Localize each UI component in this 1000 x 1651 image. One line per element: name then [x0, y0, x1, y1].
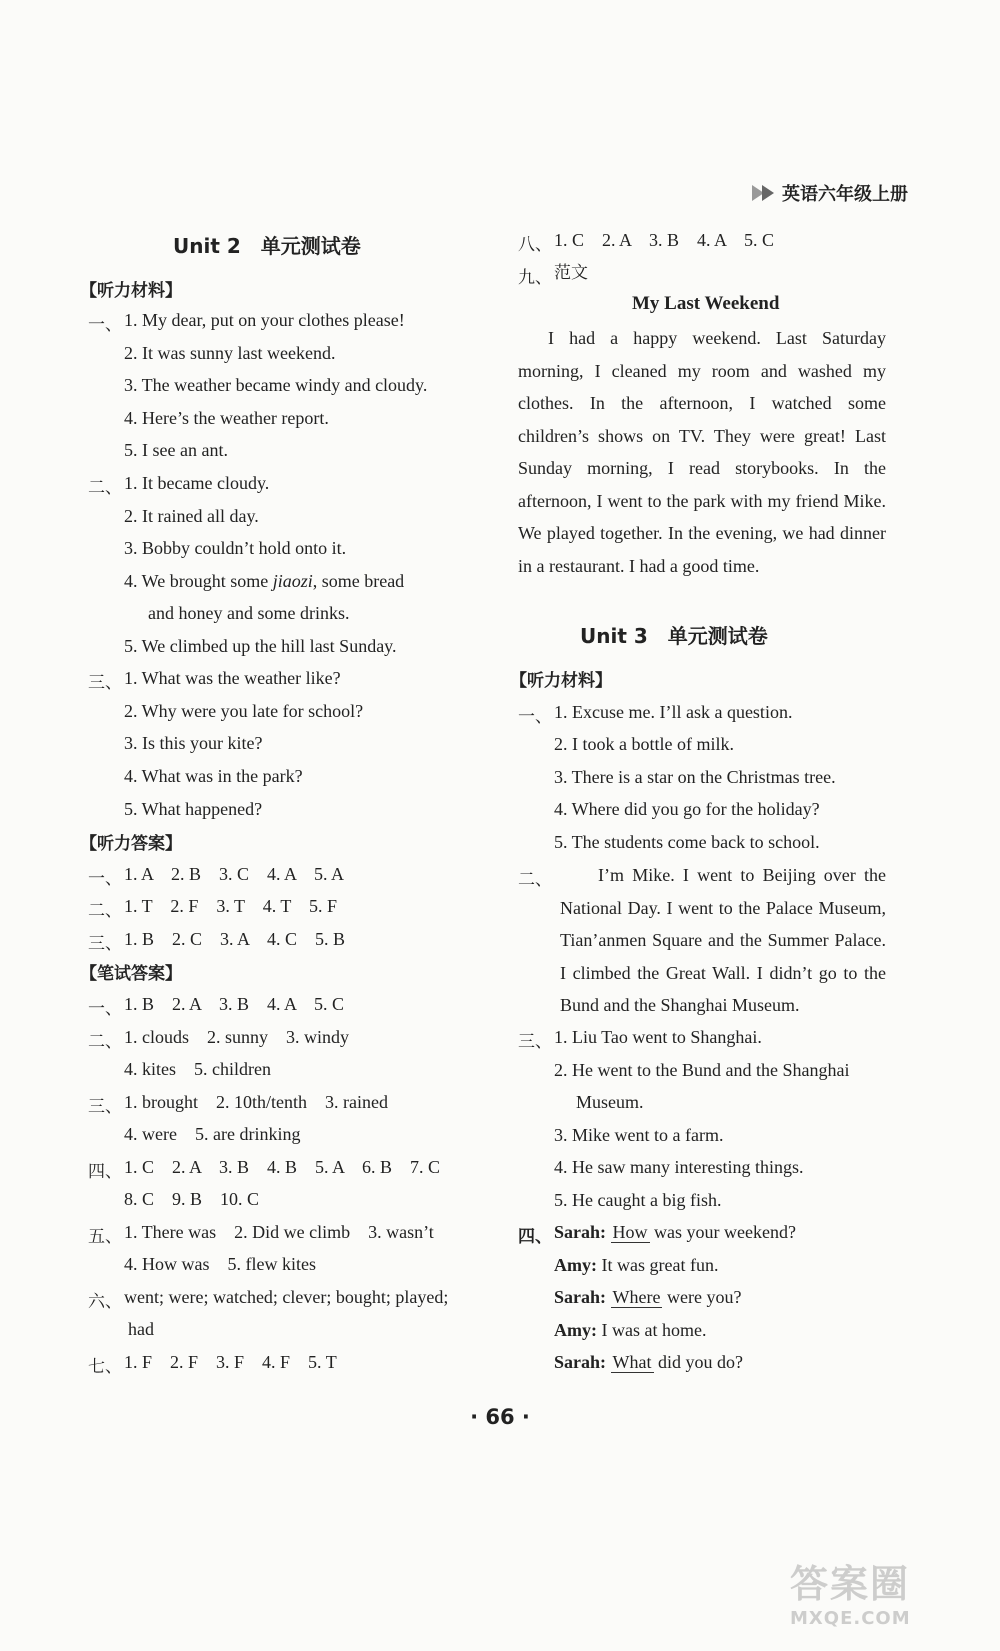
answer-row: 1. T 2. F 3. T 4. T 5. F — [124, 896, 338, 916]
speaker-name: Sarah: — [554, 1287, 607, 1307]
list-item: 5. He caught a big fish. — [554, 1190, 722, 1210]
filled-blank: Where — [612, 1287, 661, 1307]
answer-row: 8. C 9. B 10. C — [124, 1189, 260, 1209]
section-number: 一、 — [88, 869, 122, 889]
answer-row: went; were; watched; clever; bought; played; — [124, 1287, 449, 1307]
unit2-written-answer-label: 【笔试答案】 — [80, 964, 182, 984]
speaker-name: Amy: — [554, 1255, 597, 1275]
list-item: 3. Mike went to a farm. — [554, 1125, 724, 1145]
watermark-logo: 答案圈 — [790, 1562, 911, 1606]
answer-row: had — [128, 1319, 154, 1339]
answer-row: 1. clouds 2. sunny 3. windy — [124, 1027, 349, 1047]
double-arrow-icon — [752, 185, 774, 201]
section-number: 三、 — [88, 673, 122, 693]
section-number: 四、 — [518, 1227, 552, 1247]
watermark-url: MXQE.COM — [790, 1608, 911, 1629]
answer-row: 1. B 2. C 3. A 4. C 5. B — [124, 929, 346, 949]
list-item: 1. What was the weather like? — [124, 668, 341, 688]
answer-row: 4. kites 5. children — [124, 1059, 271, 1079]
list-item — [124, 569, 404, 593]
section-number: 八、 — [518, 235, 552, 255]
section-number: 三、 — [88, 934, 122, 954]
page-number: · 66 · — [470, 1405, 530, 1429]
section-number: 三、 — [88, 1097, 122, 1117]
dialog-line — [554, 1253, 718, 1277]
list-item: 2. I took a bottle of milk. — [554, 734, 734, 754]
listening-passage: I’m Mike. I went to Beijing over the National Day. I went to the Palace Museum, Tian’anmen Square and the Summer Palace. I climbed the Great Wall. I didn’t go to the Bund and the Shanghai Museum. — [560, 865, 886, 1015]
filled-blank: What — [612, 1352, 652, 1372]
list-item: 1. It became cloudy. — [124, 473, 270, 493]
section-number: 一、 — [518, 707, 552, 727]
list-item: 2. He went to the Bund and the Shanghai — [554, 1060, 850, 1080]
list-item: 2. It rained all day. — [124, 506, 259, 526]
answer-row: 4. were 5. are drinking — [124, 1124, 301, 1144]
list-item: 4. Where did you go for the holiday? — [554, 799, 820, 819]
essay-body: I had a happy weekend. Last Saturday morning, I cleaned my room and washed my clothes. In the afternoon, I watched some children’s shows on TV. They were great! Last Sunday morning, I read storybooks. In the afternoon, I went to the park with my friend Mike. We played together. In the evening, we had dinner in a restaurant. I had a good time. — [518, 328, 886, 576]
answer-row: 1. C 2. A 3. B 4. A 5. C — [554, 230, 775, 250]
watermark — [790, 1553, 980, 1633]
dialog-line — [554, 1318, 706, 1342]
unit2-title: Unit 2 单元测试卷 — [173, 234, 361, 258]
book-title: 英语六年级上册 — [782, 184, 908, 205]
list-item: 3. Bobby couldn’t hold onto it. — [124, 538, 347, 558]
list-item: 3. There is a star on the Christmas tree. — [554, 767, 836, 787]
answer-row: 1. brought 2. 10th/tenth 3. rained — [124, 1092, 388, 1112]
section-number: 九、 — [518, 268, 552, 288]
section-number: 五、 — [88, 1227, 122, 1247]
section-number: 二、 — [88, 1032, 122, 1052]
section-number: 六、 — [88, 1292, 122, 1312]
model-essay-label: 范文 — [554, 263, 588, 283]
dialog-line — [554, 1350, 743, 1374]
list-item: 4. He saw many interesting things. — [554, 1157, 804, 1177]
unit3-title: Unit 3 单元测试卷 — [580, 624, 768, 648]
section-number: 四、 — [88, 1162, 122, 1182]
unit3-listening-material-label: 【听力材料】 — [510, 671, 612, 691]
filled-blank: How — [612, 1222, 648, 1242]
answer-row: 1. A 2. B 3. C 4. A 5. A — [124, 864, 345, 884]
answer-row: 1. F 2. F 3. F 4. F 5. T — [124, 1352, 337, 1372]
list-item: 3. The weather became windy and cloudy. — [124, 375, 428, 395]
dialog-text: I was at home. — [597, 1320, 707, 1340]
answer-row: 1. C 2. A 3. B 4. B 5. A 6. B 7. C — [124, 1157, 441, 1177]
list-item: 1. Liu Tao went to Shanghai. — [554, 1027, 762, 1047]
dialog-text: were you? — [662, 1287, 742, 1307]
dialog-line — [554, 1220, 796, 1244]
list-item: 5. What happened? — [124, 799, 263, 819]
section-number: 二、 — [518, 870, 552, 890]
list-item: 4. Here’s the weather report. — [124, 408, 329, 428]
dialog-text: was your weekend? — [649, 1222, 796, 1242]
unit2-listening-answer-label: 【听力答案】 — [80, 834, 182, 854]
unit2-listening-material-label: 【听力材料】 — [80, 281, 182, 301]
answer-row: 4. How was 5. flew kites — [124, 1254, 316, 1274]
list-item: 1. My dear, put on your clothes please! — [124, 310, 405, 330]
list-item-continuation: Museum. — [576, 1092, 644, 1112]
dialog-text: did you do? — [653, 1352, 743, 1372]
text-part: 4. We brought some — [124, 571, 273, 591]
section-number: 一、 — [88, 999, 122, 1019]
list-item: 5. We climbed up the hill last Sunday. — [124, 636, 397, 656]
section-number: 七、 — [88, 1357, 122, 1377]
answer-row: 1. There was 2. Did we climb 3. wasn’t — [124, 1222, 434, 1242]
speaker-name: Sarah: — [554, 1222, 607, 1242]
dialog-text: It was great fun. — [597, 1255, 719, 1275]
book-header — [752, 180, 908, 206]
list-item: 2. Why were you late for school? — [124, 701, 364, 721]
list-item: 2. It was sunny last weekend. — [124, 343, 336, 363]
italic-word: jiaozi — [272, 571, 313, 591]
dialog-line — [554, 1285, 741, 1309]
list-item: 3. Is this your kite? — [124, 733, 263, 753]
answer-row: 1. B 2. A 3. B 4. A 5. C — [124, 994, 345, 1014]
section-number: 三、 — [518, 1032, 552, 1052]
list-item-continuation: and honey and some drinks. — [148, 603, 350, 623]
section-number: 二、 — [88, 901, 122, 921]
list-item: 5. The students come back to school. — [554, 832, 820, 852]
text-part: , some bread — [312, 571, 405, 591]
list-item: 5. I see an ant. — [124, 440, 228, 460]
speaker-name: Amy: — [554, 1320, 597, 1340]
essay-title: My Last Weekend — [632, 293, 780, 314]
list-item: 4. What was in the park? — [124, 766, 303, 786]
list-item: 1. Excuse me. I’ll ask a question. — [554, 702, 793, 722]
section-number: 一、 — [88, 315, 122, 335]
speaker-name: Sarah: — [554, 1352, 607, 1372]
section-number: 二、 — [88, 478, 122, 498]
